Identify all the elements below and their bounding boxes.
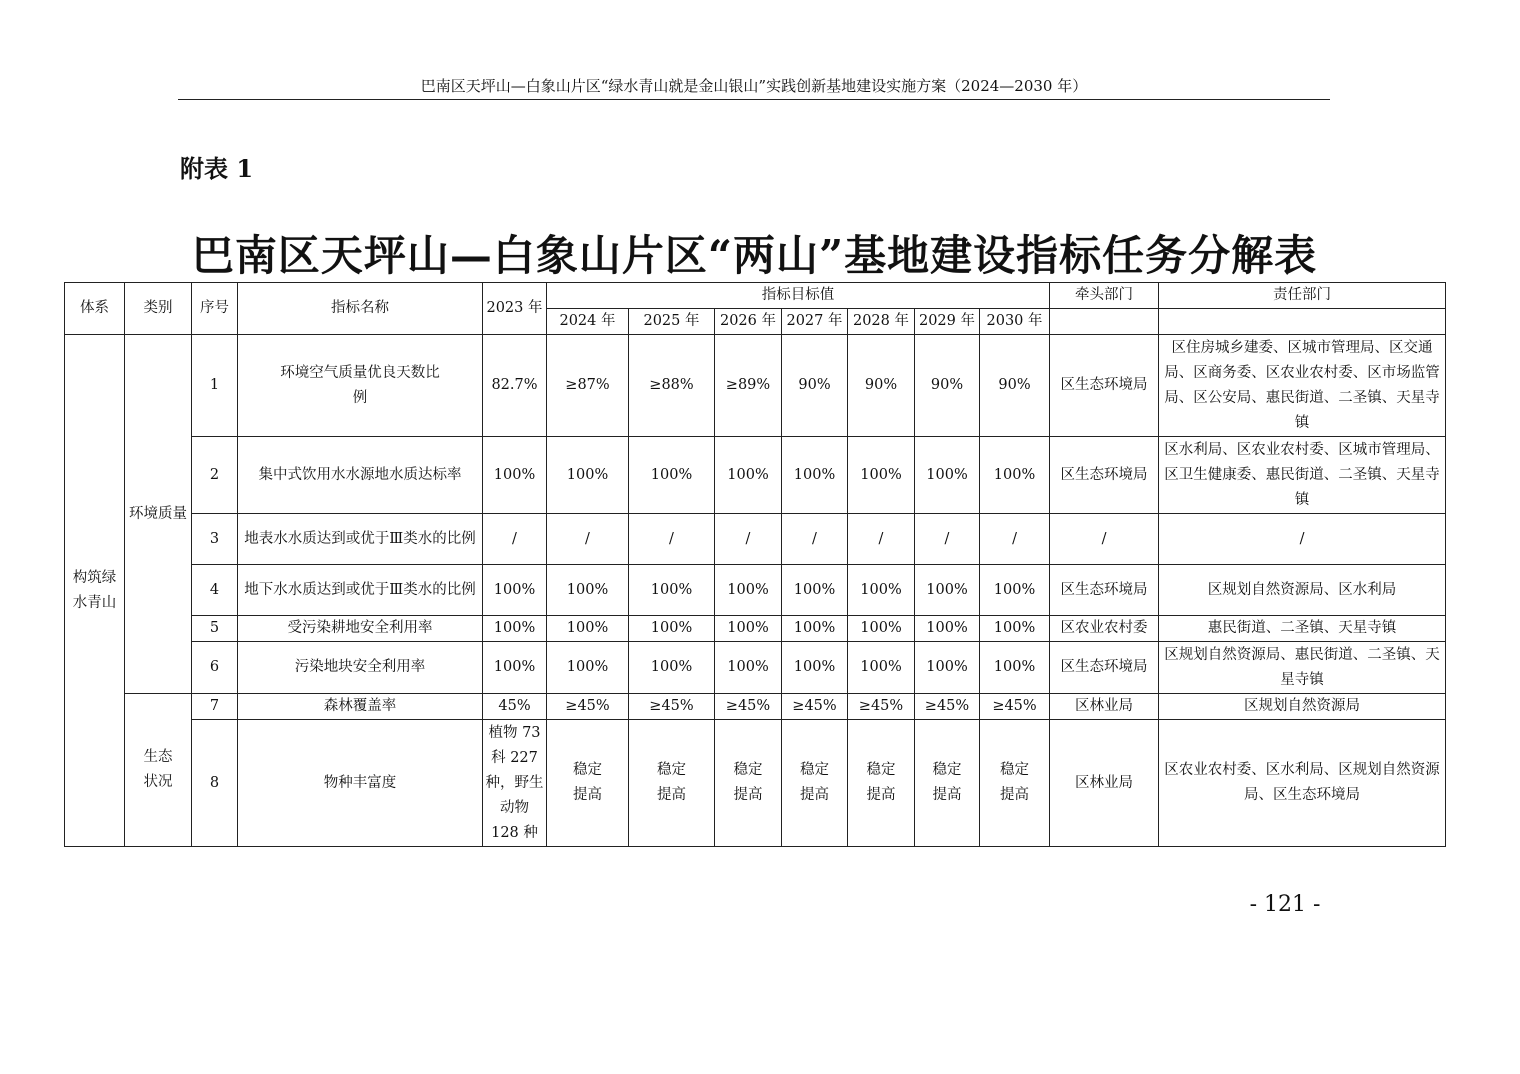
target-value: 稳定提高	[915, 720, 980, 847]
page-number: - 121 -	[1249, 892, 1321, 917]
target-value: 100%	[915, 616, 980, 642]
document-title: 巴南区天坪山—白象山片区“两山”基地建设指标任务分解表	[191, 231, 1318, 280]
running-header: 巴南区天坪山—白象山片区“绿水青山就是金山银山”实践创新基地建设实施方案（2024—2030 年）	[420, 77, 1088, 95]
target-value: 100%	[715, 642, 782, 694]
lead-dept: 区生态环境局	[1050, 335, 1159, 437]
target-value: ≥45%	[915, 694, 980, 720]
table-row	[65, 694, 1446, 720]
table-row	[65, 335, 1446, 437]
resp-dept: 区水利局、区农业农村委、区城市管理局、区卫生健康委、惠民街道、二圣镇、天星寺镇	[1159, 437, 1446, 514]
header-year: 2024 年	[547, 309, 629, 335]
header-year: 2026 年	[715, 309, 782, 335]
target-value: 100%	[629, 437, 715, 514]
table-row	[65, 437, 1446, 514]
lead-dept: 区林业局	[1050, 720, 1159, 847]
target-value: /	[629, 514, 715, 565]
target-value: 稳定提高	[848, 720, 915, 847]
table-row	[65, 514, 1446, 565]
target-value: 100%	[715, 616, 782, 642]
target-value: /	[782, 514, 848, 565]
target-value: 100%	[980, 642, 1050, 694]
header-number: 序号	[192, 283, 238, 335]
target-value: 100%	[782, 565, 848, 616]
target-value: 100%	[547, 642, 629, 694]
header-row-1	[65, 283, 1446, 309]
indicator-name: 受污染耕地安全利用率	[238, 616, 483, 642]
header-indicator-name: 指标名称	[238, 283, 483, 335]
resp-dept: 区住房城乡建委、区城市管理局、区交通局、区商务委、区农业农村委、区市场监管局、区公安局、惠民街道、二圣镇、天星寺镇	[1159, 335, 1446, 437]
header-lead-dept: 牵头部门	[1050, 283, 1159, 309]
target-value: 100%	[848, 616, 915, 642]
indicator-name: 森林覆盖率	[238, 694, 483, 720]
table-row	[65, 642, 1446, 694]
target-value: 100%	[547, 616, 629, 642]
header-year: 2030 年	[980, 309, 1050, 335]
target-value: 稳定提高	[782, 720, 848, 847]
row-number: 5	[192, 616, 238, 642]
target-value: 100%	[547, 437, 629, 514]
indicator-name: 环境空气质量优良天数比例	[238, 335, 483, 437]
row-number: 2	[192, 437, 238, 514]
target-value: 100%	[629, 565, 715, 616]
table-row	[65, 720, 1446, 847]
target-value: ≥87%	[547, 335, 629, 437]
target-value: 100%	[980, 565, 1050, 616]
table-row	[65, 565, 1446, 616]
target-value: 100%	[629, 642, 715, 694]
target-value: ≥45%	[715, 694, 782, 720]
header-system: 体系	[65, 283, 125, 335]
category-cell: 环境质量	[125, 335, 192, 694]
resp-dept: 区规划自然资源局	[1159, 694, 1446, 720]
target-value: /	[848, 514, 915, 565]
base-value: 100%	[483, 642, 547, 694]
target-value: 100%	[848, 642, 915, 694]
indicator-name: 污染地块安全利用率	[238, 642, 483, 694]
target-value: 100%	[915, 565, 980, 616]
lead-dept: 区林业局	[1050, 694, 1159, 720]
target-value: 100%	[915, 642, 980, 694]
indicator-name: 物种丰富度	[238, 720, 483, 847]
header-blank	[1050, 309, 1159, 335]
row-number: 1	[192, 335, 238, 437]
lead-dept: /	[1050, 514, 1159, 565]
system-cell: 构筑绿水青山	[65, 335, 125, 847]
base-value: 100%	[483, 616, 547, 642]
header-category: 类别	[125, 283, 192, 335]
target-value: 90%	[782, 335, 848, 437]
header-blank	[1159, 309, 1446, 335]
target-value: 100%	[547, 565, 629, 616]
target-value: ≥45%	[980, 694, 1050, 720]
row-number: 4	[192, 565, 238, 616]
indicator-table	[64, 282, 1446, 847]
base-value: 植物 73 科 227 种，野生动物 128 种	[483, 720, 547, 847]
resp-dept: 区规划自然资源局、区水利局	[1159, 565, 1446, 616]
category-cell: 生态状况	[125, 694, 192, 847]
appendix-label: 附表 1	[180, 154, 254, 183]
target-value: 稳定提高	[715, 720, 782, 847]
header-rule	[178, 99, 1330, 100]
target-value: /	[915, 514, 980, 565]
target-value: 90%	[915, 335, 980, 437]
target-value: 稳定提高	[629, 720, 715, 847]
target-value: 100%	[848, 565, 915, 616]
resp-dept: 惠民街道、二圣镇、天星寺镇	[1159, 616, 1446, 642]
base-value: 82.7%	[483, 335, 547, 437]
target-value: /	[547, 514, 629, 565]
indicator-name: 地下水水质达到或优于Ⅲ类水的比例	[238, 565, 483, 616]
base-value: /	[483, 514, 547, 565]
target-value: 稳定提高	[547, 720, 629, 847]
lead-dept: 区生态环境局	[1050, 437, 1159, 514]
target-value: 90%	[848, 335, 915, 437]
target-value: 100%	[848, 437, 915, 514]
header-resp-dept: 责任部门	[1159, 283, 1446, 309]
target-value: ≥45%	[848, 694, 915, 720]
target-value: 100%	[782, 642, 848, 694]
target-value: 100%	[715, 565, 782, 616]
target-value: /	[980, 514, 1050, 565]
target-value: 100%	[782, 437, 848, 514]
target-value: ≥88%	[629, 335, 715, 437]
indicator-name: 地表水水质达到或优于Ⅲ类水的比例	[238, 514, 483, 565]
target-value: ≥45%	[547, 694, 629, 720]
row-number: 6	[192, 642, 238, 694]
target-value: 90%	[980, 335, 1050, 437]
target-value: ≥89%	[715, 335, 782, 437]
target-value: 100%	[980, 437, 1050, 514]
row-number: 7	[192, 694, 238, 720]
target-value: 100%	[715, 437, 782, 514]
target-value: ≥45%	[782, 694, 848, 720]
base-value: 100%	[483, 565, 547, 616]
target-value: 100%	[915, 437, 980, 514]
row-number: 3	[192, 514, 238, 565]
lead-dept: 区生态环境局	[1050, 642, 1159, 694]
lead-dept: 区生态环境局	[1050, 565, 1159, 616]
row-number: 8	[192, 720, 238, 847]
base-value: 45%	[483, 694, 547, 720]
target-value: 100%	[980, 616, 1050, 642]
resp-dept: /	[1159, 514, 1446, 565]
target-value: 100%	[782, 616, 848, 642]
header-base-year: 2023 年	[483, 283, 547, 335]
resp-dept: 区农业农村委、区水利局、区规划自然资源局、区生态环境局	[1159, 720, 1446, 847]
target-value: ≥45%	[629, 694, 715, 720]
lead-dept: 区农业农村委	[1050, 616, 1159, 642]
header-year: 2025 年	[629, 309, 715, 335]
indicator-name: 集中式饮用水水源地水质达标率	[238, 437, 483, 514]
header-year: 2027 年	[782, 309, 848, 335]
target-value: 稳定提高	[980, 720, 1050, 847]
target-value: 100%	[629, 616, 715, 642]
header-year: 2028 年	[848, 309, 915, 335]
resp-dept: 区规划自然资源局、惠民街道、二圣镇、天星寺镇	[1159, 642, 1446, 694]
header-year: 2029 年	[915, 309, 980, 335]
base-value: 100%	[483, 437, 547, 514]
target-value: /	[715, 514, 782, 565]
header-target-group: 指标目标值	[547, 283, 1050, 309]
table-row	[65, 616, 1446, 642]
